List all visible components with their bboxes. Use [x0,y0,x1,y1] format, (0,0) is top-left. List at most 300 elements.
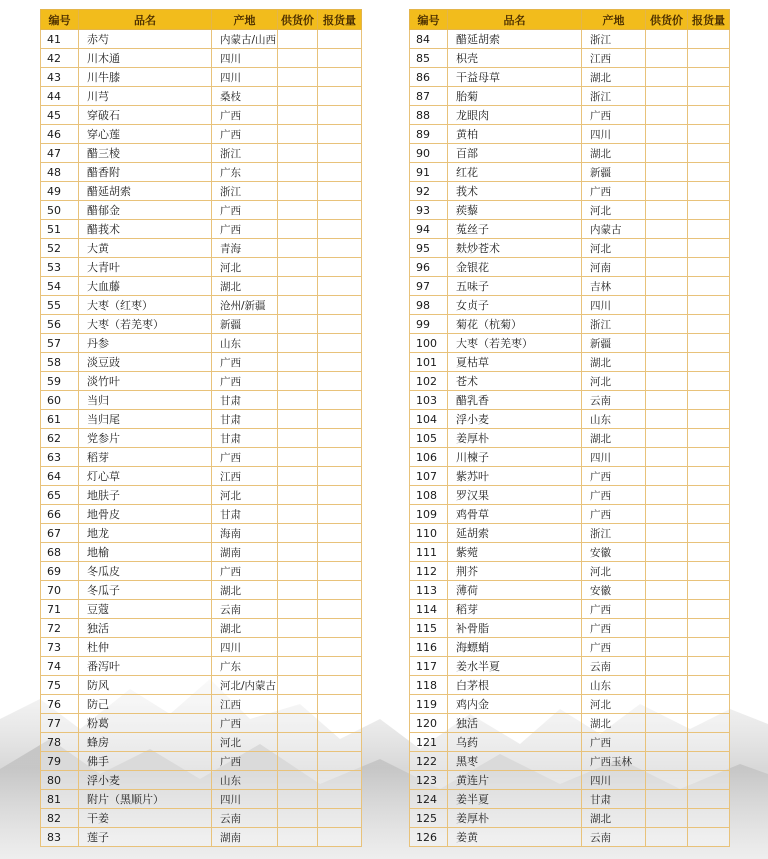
cell-origin: 河北 [582,695,646,714]
cell-origin: 广西 [212,106,278,125]
cell-quote-quantity-input[interactable] [318,296,362,315]
cell-origin: 河北 [212,486,278,505]
cell-product-name: 防己 [79,695,212,714]
table-row [41,410,362,429]
cell-product-name: 鸡骨草 [448,505,582,524]
cell-number: 93 [410,201,448,220]
cell-product-name: 川牛膝 [79,68,212,87]
cell-supply-price-input[interactable] [278,87,318,106]
cell-product-name: 大黄 [79,239,212,258]
cell-quote-quantity-input[interactable] [318,258,362,277]
cell-quote-quantity-input[interactable] [688,106,730,125]
cell-product-name: 紫苏叶 [448,467,582,486]
cell-origin: 云南 [582,391,646,410]
cell-supply-price-input[interactable] [646,125,688,144]
cell-quote-quantity-input[interactable] [688,771,730,790]
cell-supply-price-input[interactable] [278,600,318,619]
cell-quote-quantity-input[interactable] [318,771,362,790]
cell-quote-quantity-input[interactable] [318,353,362,372]
cell-quote-quantity-input[interactable] [318,30,362,49]
cell-quote-quantity-input[interactable] [318,372,362,391]
cell-supply-price-input[interactable] [278,524,318,543]
cell-quote-quantity-input[interactable] [688,448,730,467]
cell-quote-quantity-input[interactable] [688,524,730,543]
cell-origin: 湖北 [582,353,646,372]
table-row [41,752,362,771]
cell-quote-quantity-input[interactable] [688,676,730,695]
cell-supply-price-input[interactable] [646,486,688,505]
cell-supply-price-input[interactable] [278,239,318,258]
cell-product-name: 紫菀 [448,543,582,562]
cell-product-name: 粉葛 [79,714,212,733]
cell-origin: 河北 [582,372,646,391]
cell-supply-price-input[interactable] [646,106,688,125]
cell-origin: 甘肃 [212,505,278,524]
cell-number: 126 [410,828,448,847]
cell-origin: 甘肃 [582,790,646,809]
cell-supply-price-input[interactable] [646,467,688,486]
cell-supply-price-input[interactable] [646,676,688,695]
cell-supply-price-input[interactable] [646,258,688,277]
cell-quote-quantity-input[interactable] [318,68,362,87]
cell-origin: 新疆 [212,315,278,334]
cell-number: 66 [41,505,79,524]
cell-supply-price-input[interactable] [278,581,318,600]
cell-supply-price-input[interactable] [278,163,318,182]
cell-supply-price-input[interactable] [278,220,318,239]
table-header-row [41,10,362,30]
cell-origin: 四川 [212,68,278,87]
cell-supply-price-input[interactable] [278,296,318,315]
cell-supply-price-input[interactable] [278,619,318,638]
cell-supply-price-input[interactable] [646,391,688,410]
cell-number: 119 [410,695,448,714]
cell-number: 71 [41,600,79,619]
cell-origin: 河北 [582,201,646,220]
cell-quote-quantity-input[interactable] [318,144,362,163]
cell-origin: 广西 [582,733,646,752]
table-row [410,163,730,182]
cell-quote-quantity-input[interactable] [318,220,362,239]
cell-quote-quantity-input[interactable] [318,562,362,581]
cell-origin: 四川 [212,49,278,68]
cell-quote-quantity-input[interactable] [688,144,730,163]
cell-number: 84 [410,30,448,49]
table-row [41,619,362,638]
cell-quote-quantity-input[interactable] [318,391,362,410]
table-row [410,106,730,125]
cell-number: 110 [410,524,448,543]
cell-quote-quantity-input[interactable] [688,87,730,106]
cell-supply-price-input[interactable] [646,828,688,847]
cell-supply-price-input[interactable] [278,638,318,657]
cell-supply-price-input[interactable] [278,714,318,733]
cell-supply-price-input[interactable] [646,619,688,638]
cell-number: 50 [41,201,79,220]
cell-supply-price-input[interactable] [646,581,688,600]
cell-quote-quantity-input[interactable] [318,695,362,714]
table-row [41,771,362,790]
cell-quote-quantity-input[interactable] [688,505,730,524]
cell-quote-quantity-input[interactable] [318,657,362,676]
table-row [410,771,730,790]
table-row [410,676,730,695]
cell-quote-quantity-input[interactable] [688,296,730,315]
cell-number: 72 [41,619,79,638]
cell-quote-quantity-input[interactable] [318,790,362,809]
cell-supply-price-input[interactable] [646,752,688,771]
cell-number: 43 [41,68,79,87]
cell-supply-price-input[interactable] [278,733,318,752]
cell-quote-quantity-input[interactable] [688,334,730,353]
table-row [41,391,362,410]
cell-number: 105 [410,429,448,448]
cell-number: 123 [410,771,448,790]
cell-number: 61 [41,410,79,429]
cell-number: 49 [41,182,79,201]
cell-origin: 安徽 [582,581,646,600]
cell-supply-price-input[interactable] [278,448,318,467]
cell-quote-quantity-input[interactable] [688,714,730,733]
cell-quote-quantity-input[interactable] [318,239,362,258]
cell-quote-quantity-input[interactable] [688,201,730,220]
cell-origin: 湖北 [582,68,646,87]
cell-origin: 江西 [582,49,646,68]
cell-number: 95 [410,239,448,258]
cell-quote-quantity-input[interactable] [688,410,730,429]
cell-product-name: 黄连片 [448,771,582,790]
cell-supply-price-input[interactable] [278,258,318,277]
cell-supply-price-input[interactable] [646,505,688,524]
cell-supply-price-input[interactable] [646,790,688,809]
cell-quote-quantity-input[interactable] [318,543,362,562]
cell-supply-price-input[interactable] [278,562,318,581]
cell-supply-price-input[interactable] [278,201,318,220]
cell-quote-quantity-input[interactable] [688,790,730,809]
cell-number: 82 [41,809,79,828]
cell-product-name: 五味子 [448,277,582,296]
cell-product-name: 姜厚朴 [448,809,582,828]
cell-origin: 云南 [582,657,646,676]
cell-supply-price-input[interactable] [278,543,318,562]
cell-quote-quantity-input[interactable] [318,752,362,771]
cell-quote-quantity-input[interactable] [688,182,730,201]
cell-supply-price-input[interactable] [646,87,688,106]
col-header-number: 编号 [41,10,79,30]
cell-supply-price-input[interactable] [646,144,688,163]
price-table-right [409,9,730,847]
cell-product-name: 丹参 [79,334,212,353]
cell-origin: 内蒙古 [582,220,646,239]
cell-quote-quantity-input[interactable] [318,49,362,68]
cell-origin: 内蒙古/山西 [212,30,278,49]
cell-supply-price-input[interactable] [278,30,318,49]
table-row [410,505,730,524]
cell-supply-price-input[interactable] [646,182,688,201]
cell-quote-quantity-input[interactable] [688,733,730,752]
cell-supply-price-input[interactable] [278,315,318,334]
cell-quote-quantity-input[interactable] [318,505,362,524]
cell-supply-price-input[interactable] [278,68,318,87]
cell-quote-quantity-input[interactable] [688,220,730,239]
cell-quote-quantity-input[interactable] [688,391,730,410]
cell-supply-price-input[interactable] [278,144,318,163]
cell-quote-quantity-input[interactable] [688,372,730,391]
cell-quote-quantity-input[interactable] [688,353,730,372]
cell-origin: 新疆 [582,334,646,353]
cell-quote-quantity-input[interactable] [688,695,730,714]
cell-quote-quantity-input[interactable] [688,49,730,68]
cell-origin: 四川 [582,448,646,467]
cell-quote-quantity-input[interactable] [688,486,730,505]
cell-quote-quantity-input[interactable] [688,600,730,619]
table-row [41,524,362,543]
cell-quote-quantity-input[interactable] [688,638,730,657]
cell-quote-quantity-input[interactable] [318,619,362,638]
cell-number: 76 [41,695,79,714]
cell-supply-price-input[interactable] [278,49,318,68]
cell-quote-quantity-input[interactable] [688,68,730,87]
table-row [410,410,730,429]
cell-product-name: 百部 [448,144,582,163]
cell-origin: 新疆 [582,163,646,182]
cell-quote-quantity-input[interactable] [318,467,362,486]
table-row [410,828,730,847]
cell-origin: 湖北 [582,714,646,733]
cell-product-name: 莪术 [448,182,582,201]
cell-supply-price-input[interactable] [646,809,688,828]
cell-supply-price-input[interactable] [278,429,318,448]
cell-quote-quantity-input[interactable] [688,30,730,49]
cell-supply-price-input[interactable] [646,543,688,562]
cell-number: 51 [41,220,79,239]
cell-origin: 广西 [582,619,646,638]
cell-quote-quantity-input[interactable] [318,410,362,429]
cell-supply-price-input[interactable] [646,429,688,448]
cell-supply-price-input[interactable] [646,448,688,467]
cell-quote-quantity-input[interactable] [688,239,730,258]
cell-supply-price-input[interactable] [646,220,688,239]
cell-quote-quantity-input[interactable] [688,125,730,144]
cell-origin: 山东 [212,771,278,790]
cell-supply-price-input[interactable] [646,714,688,733]
cell-supply-price-input[interactable] [278,353,318,372]
cell-supply-price-input[interactable] [278,182,318,201]
table-row [410,733,730,752]
cell-supply-price-input[interactable] [646,239,688,258]
cell-quote-quantity-input[interactable] [318,600,362,619]
cell-product-name: 杜仲 [79,638,212,657]
cell-supply-price-input[interactable] [646,201,688,220]
cell-supply-price-input[interactable] [646,353,688,372]
cell-product-name: 豆蔻 [79,600,212,619]
cell-quote-quantity-input[interactable] [688,619,730,638]
cell-quote-quantity-input[interactable] [318,676,362,695]
cell-number: 101 [410,353,448,372]
cell-product-name: 补骨脂 [448,619,582,638]
cell-supply-price-input[interactable] [646,372,688,391]
cell-supply-price-input[interactable] [646,30,688,49]
cell-quote-quantity-input[interactable] [688,277,730,296]
cell-quote-quantity-input[interactable] [318,201,362,220]
table-row [410,239,730,258]
cell-origin: 甘肃 [212,410,278,429]
cell-origin: 云南 [582,828,646,847]
cell-supply-price-input[interactable] [278,790,318,809]
table-row [410,429,730,448]
cell-quote-quantity-input[interactable] [318,714,362,733]
cell-supply-price-input[interactable] [646,638,688,657]
cell-quote-quantity-input[interactable] [318,486,362,505]
cell-number: 64 [41,467,79,486]
table-row [410,125,730,144]
cell-product-name: 莲子 [79,828,212,847]
cell-number: 54 [41,277,79,296]
cell-supply-price-input[interactable] [646,315,688,334]
cell-quote-quantity-input[interactable] [318,277,362,296]
cell-supply-price-input[interactable] [278,391,318,410]
cell-quote-quantity-input[interactable] [688,315,730,334]
table-row [41,543,362,562]
cell-quote-quantity-input[interactable] [688,657,730,676]
cell-supply-price-input[interactable] [278,695,318,714]
cell-quote-quantity-input[interactable] [688,543,730,562]
cell-supply-price-input[interactable] [646,524,688,543]
cell-supply-price-input[interactable] [278,752,318,771]
cell-product-name: 姜半夏 [448,790,582,809]
cell-product-name: 冬瓜子 [79,581,212,600]
cell-number: 87 [410,87,448,106]
cell-number: 52 [41,239,79,258]
cell-supply-price-input[interactable] [646,657,688,676]
cell-quote-quantity-input[interactable] [688,809,730,828]
cell-quote-quantity-input[interactable] [688,429,730,448]
cell-quote-quantity-input[interactable] [688,258,730,277]
cell-number: 112 [410,562,448,581]
cell-quote-quantity-input[interactable] [688,581,730,600]
cell-supply-price-input[interactable] [646,68,688,87]
cell-supply-price-input[interactable] [646,695,688,714]
cell-quote-quantity-input[interactable] [688,752,730,771]
cell-product-name: 淡豆豉 [79,353,212,372]
cell-quote-quantity-input[interactable] [318,809,362,828]
cell-supply-price-input[interactable] [646,334,688,353]
cell-quote-quantity-input[interactable] [318,182,362,201]
cell-product-name: 醋延胡索 [79,182,212,201]
cell-origin: 河北/内蒙古 [212,676,278,695]
cell-supply-price-input[interactable] [646,600,688,619]
cell-supply-price-input[interactable] [278,771,318,790]
cell-supply-price-input[interactable] [646,163,688,182]
cell-supply-price-input[interactable] [646,49,688,68]
cell-supply-price-input[interactable] [646,771,688,790]
cell-quote-quantity-input[interactable] [318,733,362,752]
cell-origin: 浙江 [582,87,646,106]
cell-supply-price-input[interactable] [646,410,688,429]
cell-product-name: 延胡索 [448,524,582,543]
cell-supply-price-input[interactable] [646,733,688,752]
table-row [41,49,362,68]
cell-supply-price-input[interactable] [646,562,688,581]
cell-product-name: 浮小麦 [448,410,582,429]
cell-number: 107 [410,467,448,486]
table-row [41,714,362,733]
table-row [410,524,730,543]
cell-origin: 江西 [212,467,278,486]
cell-supply-price-input[interactable] [278,334,318,353]
cell-origin: 山东 [212,334,278,353]
cell-supply-price-input[interactable] [278,657,318,676]
cell-product-name: 荆芥 [448,562,582,581]
cell-quote-quantity-input[interactable] [688,467,730,486]
cell-supply-price-input[interactable] [278,467,318,486]
cell-quote-quantity-input[interactable] [318,125,362,144]
cell-supply-price-input[interactable] [278,486,318,505]
cell-origin: 江西 [212,695,278,714]
cell-quote-quantity-input[interactable] [318,828,362,847]
cell-supply-price-input[interactable] [278,809,318,828]
cell-supply-price-input[interactable] [278,277,318,296]
cell-origin: 四川 [212,790,278,809]
cell-quote-quantity-input[interactable] [318,429,362,448]
cell-supply-price-input[interactable] [646,277,688,296]
table-row [410,448,730,467]
cell-origin: 山东 [582,410,646,429]
cell-product-name: 穿破石 [79,106,212,125]
cell-quote-quantity-input[interactable] [318,163,362,182]
table-row [410,809,730,828]
cell-supply-price-input[interactable] [278,410,318,429]
cell-quote-quantity-input[interactable] [318,638,362,657]
cell-origin: 河南 [582,258,646,277]
cell-number: 59 [41,372,79,391]
cell-number: 46 [41,125,79,144]
cell-supply-price-input[interactable] [278,125,318,144]
cell-quote-quantity-input[interactable] [688,828,730,847]
cell-quote-quantity-input[interactable] [318,524,362,543]
cell-product-name: 穿心莲 [79,125,212,144]
cell-number: 122 [410,752,448,771]
cell-quote-quantity-input[interactable] [318,581,362,600]
cell-origin: 湖北 [212,277,278,296]
cell-number: 91 [410,163,448,182]
cell-supply-price-input[interactable] [278,828,318,847]
cell-quote-quantity-input[interactable] [318,87,362,106]
cell-supply-price-input[interactable] [278,106,318,125]
cell-supply-price-input[interactable] [278,676,318,695]
cell-quote-quantity-input[interactable] [318,334,362,353]
cell-quote-quantity-input[interactable] [318,448,362,467]
cell-quote-quantity-input[interactable] [688,163,730,182]
cell-origin: 桑枝 [212,87,278,106]
cell-origin: 广西玉林 [582,752,646,771]
cell-product-name: 胎菊 [448,87,582,106]
cell-product-name: 麸炒苍术 [448,239,582,258]
cell-origin: 河北 [582,239,646,258]
cell-quote-quantity-input[interactable] [318,315,362,334]
cell-origin: 浙江 [212,182,278,201]
cell-quote-quantity-input[interactable] [318,106,362,125]
cell-product-name: 姜厚朴 [448,429,582,448]
cell-number: 58 [41,353,79,372]
cell-supply-price-input[interactable] [278,372,318,391]
table-row [410,49,730,68]
cell-supply-price-input[interactable] [646,296,688,315]
cell-number: 92 [410,182,448,201]
cell-number: 89 [410,125,448,144]
cell-supply-price-input[interactable] [278,505,318,524]
cell-quote-quantity-input[interactable] [688,562,730,581]
